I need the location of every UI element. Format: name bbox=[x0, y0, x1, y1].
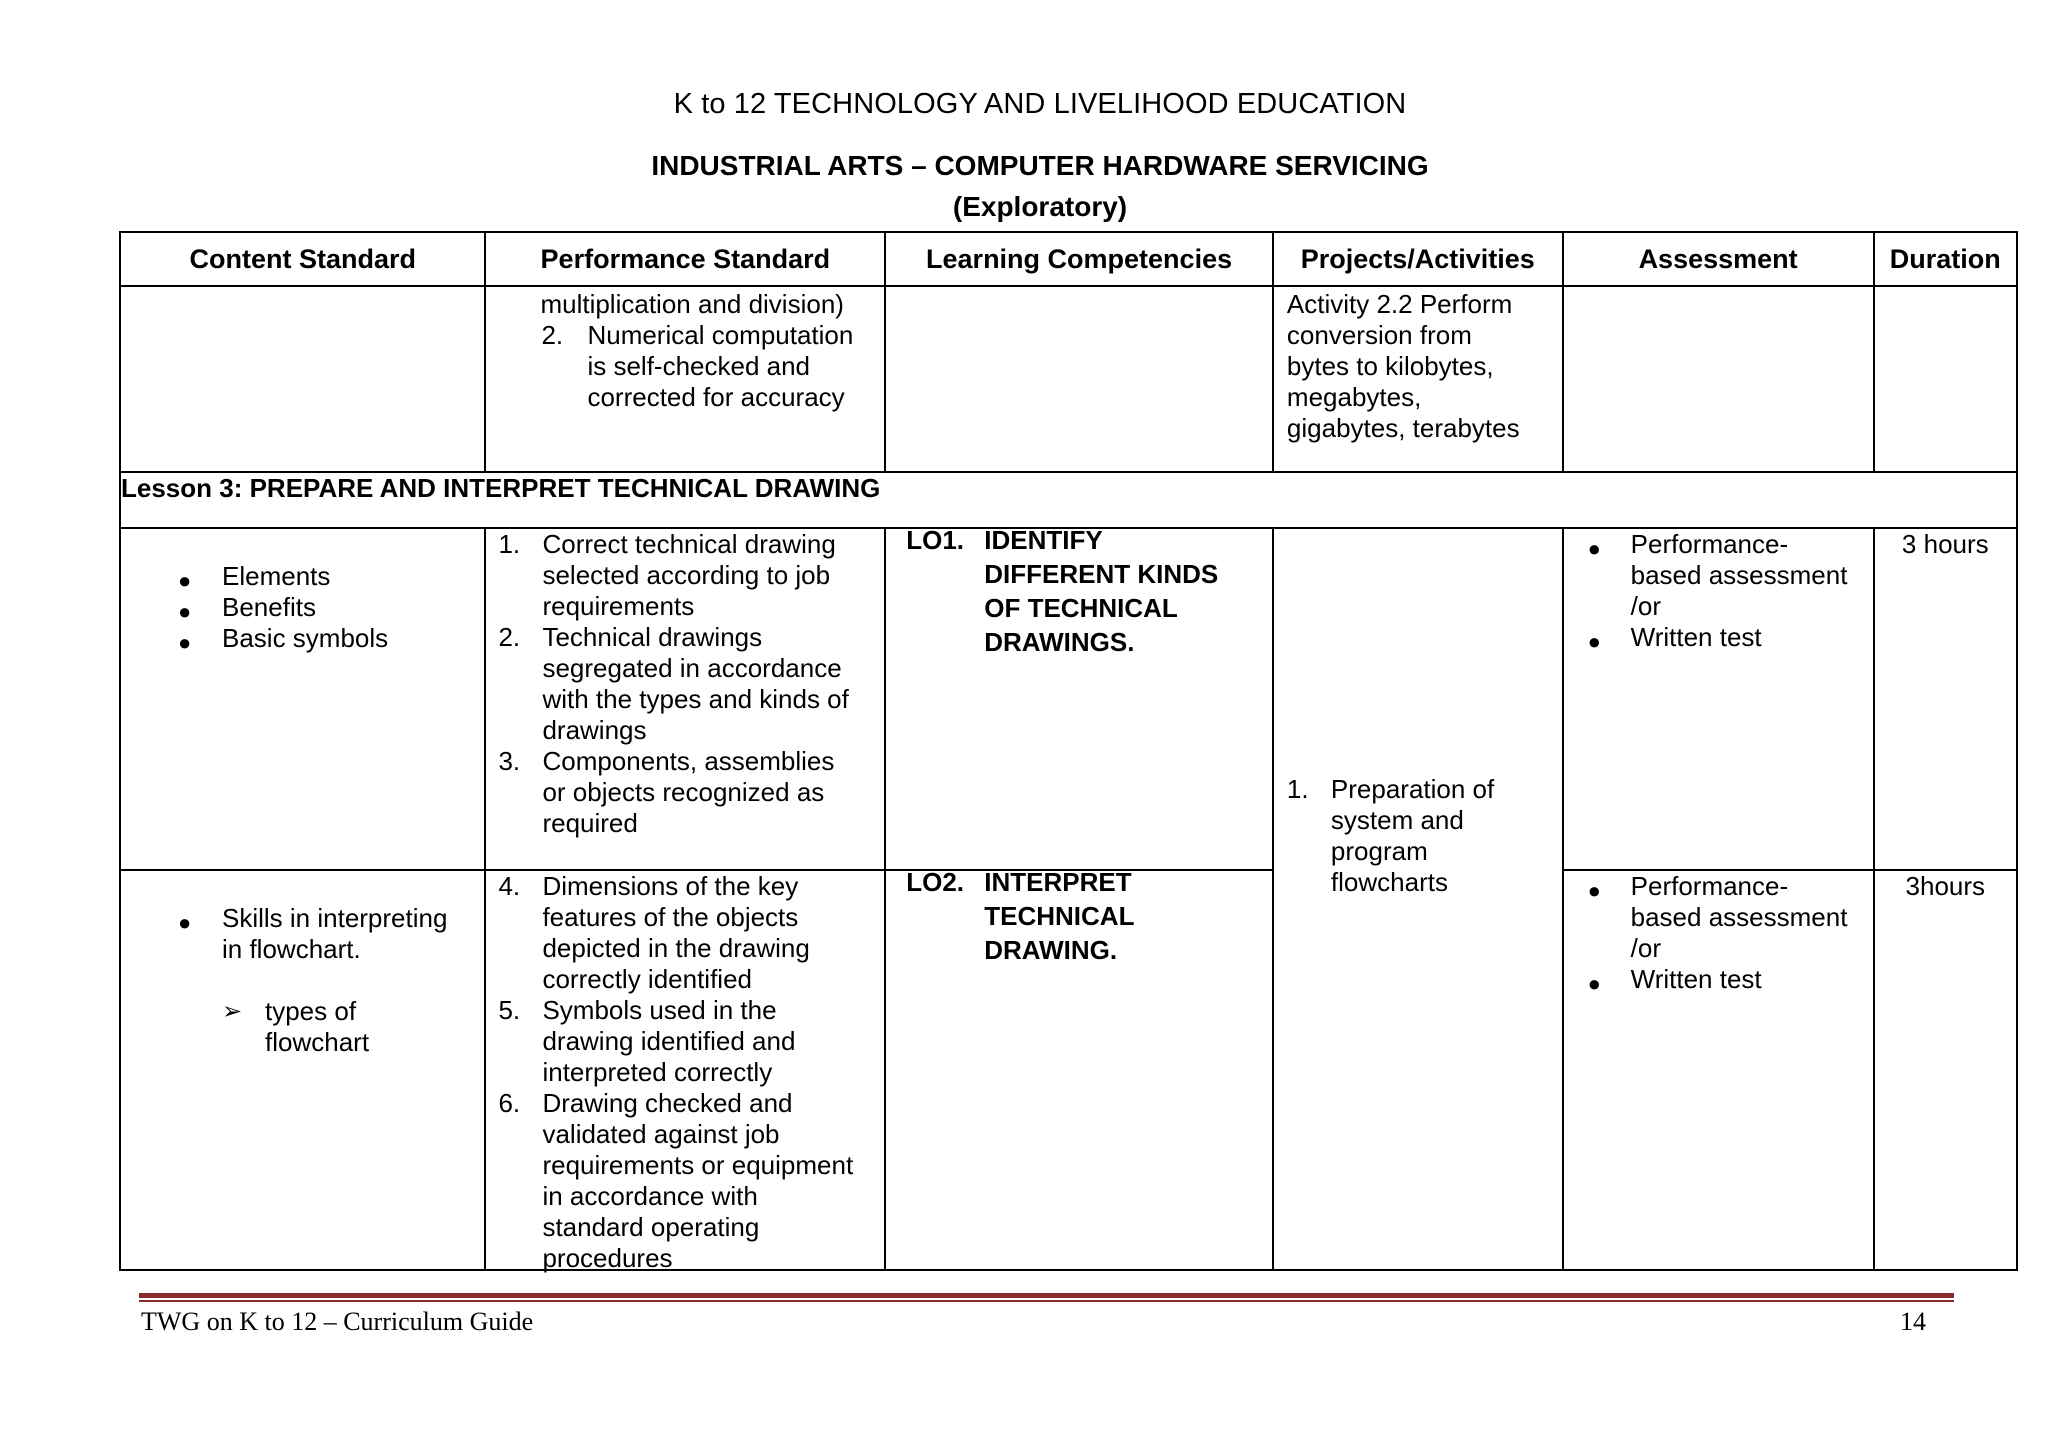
performance-text: multiplication and division) bbox=[540, 289, 844, 319]
content-item: Basic symbols bbox=[222, 623, 389, 653]
duration-cell bbox=[1874, 286, 2017, 472]
column-header-performance-standard: Performance Standard bbox=[485, 232, 885, 286]
performance-text: in accordance with bbox=[542, 1181, 758, 1211]
performance-text: drawings bbox=[542, 715, 647, 745]
bullet-icon: ● bbox=[1587, 629, 1601, 654]
lo-text: DRAWINGS. bbox=[984, 627, 1135, 657]
content-item: Benefits bbox=[222, 592, 316, 622]
performance-text: procedures bbox=[542, 1243, 673, 1273]
list-number: 2. bbox=[541, 320, 564, 350]
lo-text: DIFFERENT KINDS bbox=[984, 559, 1219, 589]
activity-text: conversion from bbox=[1286, 320, 1472, 350]
bullet-icon: ● bbox=[178, 599, 192, 624]
lo-label: LO1. bbox=[906, 525, 965, 555]
performance-text: Numerical computation bbox=[587, 320, 854, 350]
content-standard-cell bbox=[120, 286, 485, 472]
learning-competencies-cell bbox=[885, 286, 1273, 472]
performance-standard-cell bbox=[485, 528, 885, 870]
bullet-icon: ● bbox=[178, 910, 192, 935]
list-number: 2. bbox=[498, 622, 521, 652]
content-standard-cell bbox=[120, 528, 485, 870]
performance-standard-cell bbox=[485, 870, 885, 1273]
column-header-content-standard: Content Standard bbox=[120, 232, 485, 286]
performance-text: requirements bbox=[542, 591, 695, 621]
performance-text: Components, assemblies bbox=[542, 746, 835, 776]
list-number: 1. bbox=[1286, 774, 1309, 804]
assessment-text: /or bbox=[1630, 591, 1661, 621]
content-subitem: types of bbox=[265, 996, 357, 1026]
assessment-text: Performance- bbox=[1630, 871, 1789, 901]
bullet-icon: ● bbox=[1587, 971, 1601, 996]
assessment-text: based assessment bbox=[1630, 560, 1848, 590]
list-number: 6. bbox=[498, 1088, 521, 1118]
performance-text: drawing identified and bbox=[542, 1026, 796, 1056]
list-number: 4. bbox=[498, 871, 521, 901]
curriculum-table bbox=[119, 231, 2018, 1271]
assessment-text: Written test bbox=[1630, 622, 1762, 652]
duration-text: 3hours bbox=[1905, 871, 1986, 901]
assessment-text: based assessment bbox=[1630, 902, 1848, 932]
table-row bbox=[120, 286, 2017, 472]
content-standard-cell bbox=[120, 870, 485, 1270]
activity-text: bytes to kilobytes, bbox=[1286, 351, 1494, 381]
column-header-assessment: Assessment bbox=[1563, 232, 1874, 286]
activity-text: Activity 2.2 Perform bbox=[1286, 289, 1513, 319]
content-subitem: flowchart bbox=[265, 1027, 370, 1057]
column-header-learning-competencies: Learning Competencies bbox=[885, 232, 1273, 286]
performance-text: features of the objects bbox=[542, 902, 799, 932]
activity-text: megabytes, bbox=[1286, 382, 1422, 412]
bullet-icon: ● bbox=[178, 630, 192, 655]
bullet-icon: ● bbox=[1587, 536, 1601, 561]
arrow-bullet-icon: ➢ bbox=[222, 998, 243, 1025]
table-row bbox=[120, 870, 2017, 1270]
table-row bbox=[120, 528, 2017, 870]
list-number: 3. bbox=[498, 746, 521, 776]
performance-text: validated against job bbox=[542, 1119, 780, 1149]
assessment-cell bbox=[1563, 870, 1874, 1270]
lo-text: INTERPRET bbox=[984, 867, 1132, 897]
performance-text: correctly identified bbox=[542, 964, 752, 994]
lesson-row bbox=[120, 472, 2017, 528]
content-item: Skills in interpreting bbox=[222, 903, 448, 933]
performance-text: requirements or equipment bbox=[542, 1150, 854, 1180]
performance-text: or objects recognized as bbox=[542, 777, 825, 807]
duration-text: 3 hours bbox=[1901, 529, 1989, 559]
footer-divider bbox=[139, 1293, 1954, 1298]
lo-text: DRAWING. bbox=[984, 935, 1118, 965]
lo-text: IDENTIFY bbox=[984, 525, 1103, 555]
footer-text: TWG on K to 12 – Curriculum Guide bbox=[141, 1307, 534, 1336]
page-subtitle-exploratory: (Exploratory) bbox=[952, 191, 1128, 222]
performance-text: Correct technical drawing bbox=[542, 529, 836, 559]
performance-text: Technical drawings bbox=[542, 622, 763, 652]
performance-text: depicted in the drawing bbox=[542, 933, 810, 963]
page-title: K to 12 TECHNOLOGY AND LIVELIHOOD EDUCATION bbox=[673, 88, 1407, 120]
bullet-icon: ● bbox=[178, 568, 192, 593]
assessment-text: Written test bbox=[1630, 964, 1762, 994]
performance-text: standard operating bbox=[542, 1212, 760, 1242]
performance-text: selected according to job bbox=[542, 560, 831, 590]
performance-text: segregated in accordance bbox=[542, 653, 842, 683]
assessment-cell bbox=[1563, 286, 1874, 472]
column-header-projects-activities: Projects/Activities bbox=[1273, 232, 1563, 286]
activity-text: system and bbox=[1330, 805, 1464, 835]
projects-activities-cell bbox=[1273, 286, 1563, 472]
learning-competencies-cell bbox=[885, 525, 1273, 870]
performance-text: required bbox=[542, 808, 638, 838]
performance-standard-cell bbox=[485, 286, 885, 472]
page-subtitle: INDUSTRIAL ARTS – COMPUTER HARDWARE SERVICING bbox=[651, 150, 1429, 181]
learning-competencies-cell bbox=[885, 867, 1273, 1270]
performance-text: is self-checked and bbox=[587, 351, 811, 381]
list-number: 5. bbox=[498, 995, 521, 1025]
performance-text: Symbols used in the bbox=[542, 995, 777, 1025]
activity-text: flowcharts bbox=[1330, 867, 1448, 897]
duration-cell bbox=[1874, 870, 2017, 1270]
column-header-duration: Duration bbox=[1874, 232, 2017, 286]
bullet-icon: ● bbox=[1587, 878, 1601, 903]
performance-text: interpreted correctly bbox=[542, 1057, 773, 1087]
performance-text: with the types and kinds of bbox=[542, 684, 849, 714]
performance-text: Dimensions of the key bbox=[542, 871, 799, 901]
performance-text: corrected for accuracy bbox=[587, 382, 845, 412]
table-header-row bbox=[120, 232, 2017, 286]
activity-text: Preparation of bbox=[1330, 774, 1495, 804]
duration-cell bbox=[1874, 528, 2017, 870]
lo-text: OF TECHNICAL bbox=[984, 593, 1178, 623]
activity-text: program bbox=[1330, 836, 1428, 866]
performance-text: Drawing checked and bbox=[542, 1088, 793, 1118]
content-item: Elements bbox=[222, 561, 331, 591]
footer-divider-thin bbox=[139, 1300, 1954, 1302]
lesson-title: Lesson 3: PREPARE AND INTERPRET TECHNICAL DRAWING bbox=[120, 472, 2017, 528]
list-number: 1. bbox=[498, 529, 521, 559]
page-number: 14 bbox=[1900, 1307, 1926, 1336]
assessment-cell bbox=[1563, 528, 1874, 870]
projects-activities-cell bbox=[1273, 528, 1563, 1270]
lo-label: LO2. bbox=[906, 867, 965, 897]
content-item: in flowchart. bbox=[222, 934, 361, 964]
lo-text: TECHNICAL bbox=[984, 901, 1135, 931]
activity-text: gigabytes, terabytes bbox=[1286, 413, 1520, 443]
assessment-text: /or bbox=[1630, 933, 1661, 963]
assessment-text: Performance- bbox=[1630, 529, 1789, 559]
